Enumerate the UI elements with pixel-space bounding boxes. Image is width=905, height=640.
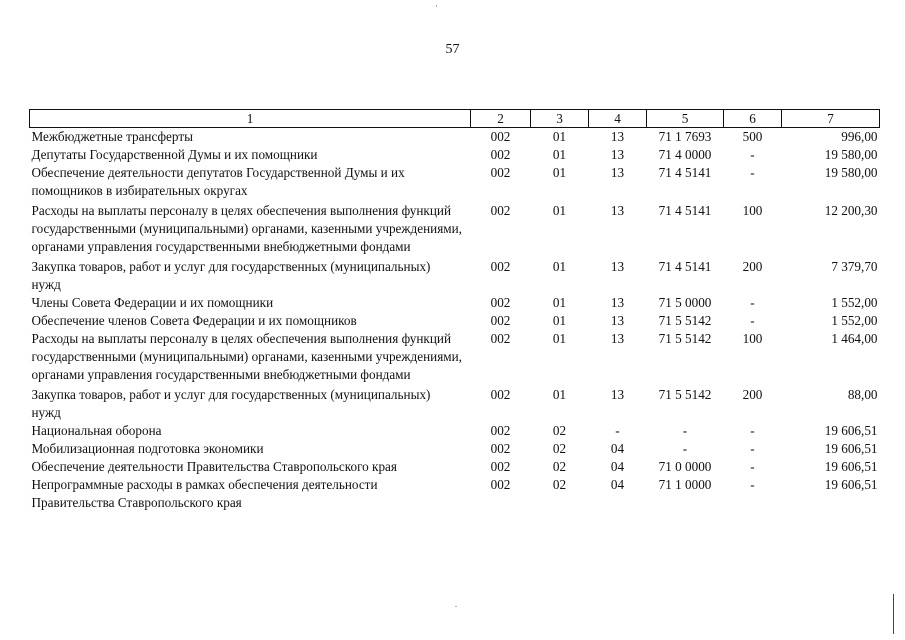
row-section-code: 02 [552,477,567,492]
row-ministry-code: 002 [490,147,511,162]
row-ministry-code: 002 [490,441,511,456]
row-name: Мобилизационная подготовка экономики [31,441,264,456]
scan-speck [455,606,457,607]
row-subsection-code: 13 [610,129,625,144]
table-row [30,258,880,294]
table-row [30,386,880,422]
row-name: Обеспечение деятельности Правительства Ставропольского края [31,459,397,474]
table-row [30,128,880,147]
row-target-code: 71 4 0000 [658,147,712,162]
scan-speck [436,5,437,7]
row-ministry-code: 002 [490,423,511,438]
header-cell: 6 [724,110,782,128]
row-section-code: 01 [552,387,567,402]
row-section-code: 01 [552,259,567,274]
row-amount: 19 606,51 [824,441,878,456]
row-subsection-code: 04 [610,441,625,456]
row-section-code: 01 [552,147,567,162]
row-subsection-code: 13 [610,387,625,402]
row-subsection-code: 04 [610,477,625,492]
row-amount: 1 464,00 [831,331,878,346]
row-name: Депутаты Государственной Думы и их помощники [31,147,318,162]
table-row [30,440,880,458]
row-name: Закупка товаров, работ и услуг для государственных (муниципальных) нужд [31,259,431,292]
row-amount: 1 552,00 [831,313,878,328]
header-cell: 4 [589,110,647,128]
row-amount: 19 580,00 [824,147,878,162]
row-section-code: 01 [552,165,567,180]
row-expense-type: - [750,165,755,180]
row-ministry-code: 002 [490,387,511,402]
row-name: Закупка товаров, работ и услуг для государственных (муниципальных) нужд [31,387,431,420]
row-target-code: 71 4 5141 [658,165,712,180]
row-target-code: 71 4 5141 [658,203,712,218]
row-expense-type: 500 [742,129,763,144]
row-amount: 19 606,51 [824,423,878,438]
row-ministry-code: 002 [490,203,511,218]
row-target-code: 71 5 5142 [658,387,712,402]
row-section-code: 01 [552,203,567,218]
row-subsection-code: 13 [610,203,625,218]
row-name: Обеспечение членов Совета Федерации и их помощников [31,313,357,328]
row-amount: 19 580,00 [824,165,878,180]
row-subsection-code: - [615,423,620,438]
row-subsection-code: 13 [610,165,625,180]
row-section-code: 02 [552,459,567,474]
row-amount: 996,00 [841,129,878,144]
row-section-code: 01 [552,295,567,310]
row-ministry-code: 002 [490,477,511,492]
row-ministry-code: 002 [490,313,511,328]
budget-table [29,109,880,512]
table-row [30,476,880,512]
row-amount: 12 200,30 [824,203,878,218]
row-expense-type: - [750,441,755,456]
table-row [30,458,880,476]
header-cell: 2 [471,110,531,128]
row-name: Межбюджетные трансферты [31,129,193,144]
row-subsection-code: 13 [610,331,625,346]
row-ministry-code: 002 [490,331,511,346]
table-row [30,294,880,312]
scan-edge-line [893,594,894,634]
row-target-code: 71 4 5141 [658,259,712,274]
header-cell: 7 [782,110,880,128]
row-expense-type: - [750,477,755,492]
header-cell: 1 [30,110,471,128]
row-ministry-code: 002 [490,459,511,474]
row-expense-type: 200 [742,387,763,402]
row-section-code: 01 [552,331,567,346]
row-subsection-code: 13 [610,259,625,274]
table-row [30,330,880,386]
row-section-code: 02 [552,441,567,456]
row-amount: 19 606,51 [824,459,878,474]
row-amount: 7 379,70 [831,259,878,274]
row-amount: 1 552,00 [831,295,878,310]
page-number: 57 [445,42,460,57]
row-target-code: 71 0 0000 [658,459,712,474]
table-row [30,202,880,258]
table-row [30,312,880,330]
header-cell: 5 [647,110,724,128]
row-name: Обеспечение деятельности депутатов Государственной Думы и их помощников в избирательных округах [31,165,405,198]
row-expense-type: - [750,295,755,310]
row-section-code: 01 [552,313,567,328]
row-expense-type: 100 [742,331,763,346]
row-amount: 19 606,51 [824,477,878,492]
row-name: Расходы на выплаты персоналу в целях обеспечения выполнения функций государственными (муниципальными) органами, казенными учреждениями, органами управления государственными внебюджетными фондами [31,331,462,382]
row-ministry-code: 002 [490,165,511,180]
row-ministry-code: 002 [490,259,511,274]
table-row [30,164,880,202]
row-ministry-code: 002 [490,129,511,144]
row-target-code: 71 5 5142 [658,313,712,328]
row-target-code: 71 5 0000 [658,295,712,310]
row-target-code: - [682,441,688,456]
row-target-code: 71 1 7693 [658,129,712,144]
row-target-code: 71 5 5142 [658,331,712,346]
row-subsection-code: 13 [610,147,625,162]
header-row [30,110,880,128]
row-ministry-code: 002 [490,295,511,310]
row-expense-type: 200 [742,259,763,274]
table-row [30,146,880,164]
row-subsection-code: 13 [610,295,625,310]
row-subsection-code: 13 [610,313,625,328]
header-cell: 3 [531,110,589,128]
table-row [30,422,880,440]
row-target-code: - [682,423,688,438]
row-expense-type: - [750,459,755,474]
row-subsection-code: 04 [610,459,625,474]
row-section-code: 01 [552,129,567,144]
row-expense-type: - [750,147,755,162]
row-name: Непрограммные расходы в рамках обеспечения деятельности Правительства Ставропольского края [31,477,378,510]
row-name: Расходы на выплаты персоналу в целях обеспечения выполнения функций государственными (муниципальными) органами, казенными учреждениями, органами управления государственными внебюджетными фондами [31,203,462,254]
row-amount: 88,00 [847,387,878,402]
row-name: Национальная оборона [31,423,162,438]
row-section-code: 02 [552,423,567,438]
row-expense-type: - [750,313,755,328]
row-name: Члены Совета Федерации и их помощники [31,295,274,310]
row-target-code: 71 1 0000 [658,477,712,492]
row-expense-type: - [750,423,755,438]
row-expense-type: 100 [742,203,763,218]
